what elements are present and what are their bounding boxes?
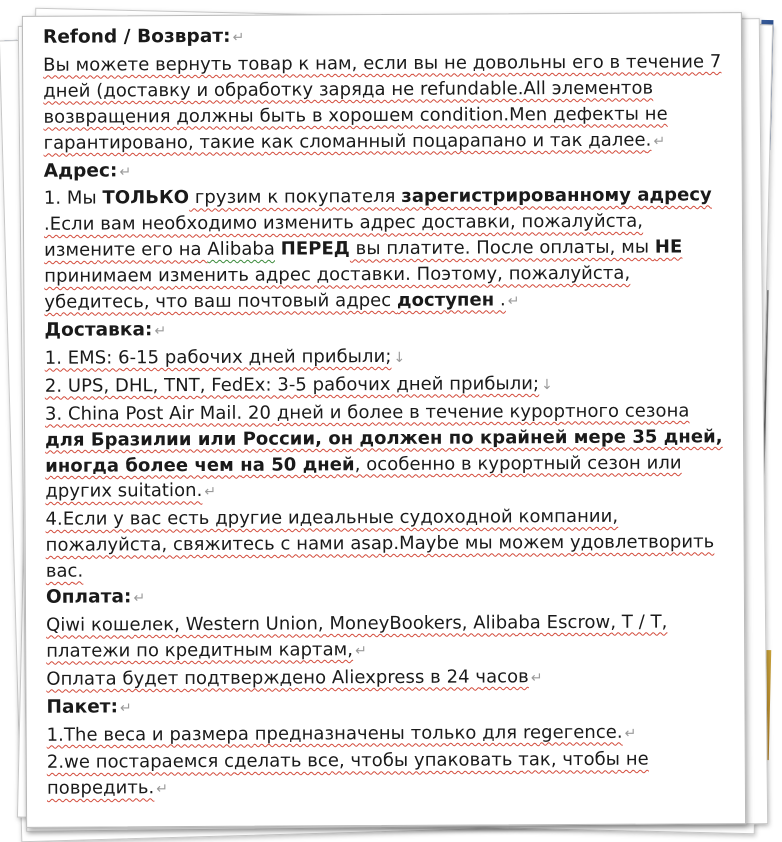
paragraph-mark: ↵ [156, 781, 169, 798]
section-heading-package: Пакет: ↵ [46, 696, 132, 718]
section-heading-address: Адрес: ↵ [43, 159, 132, 182]
paragraph-mark: ↵ [530, 669, 543, 686]
paragraph-mark: ↵ [119, 163, 132, 180]
document-body [43, 21, 727, 804]
section-heading-refund: Refond / Возврат: ↵ [42, 25, 245, 48]
section-heading-delivery: Доставка: ↵ [44, 319, 167, 341]
package-line-1: 1.The веса и размера предназначены только для regeгence. ↵ [46, 721, 637, 746]
delivery-line-1: 1. EMS: 6-15 рабочих дней прибыли; ↓ [44, 345, 406, 369]
paragraph-mark: ↵ [119, 699, 132, 717]
paragraph-mark: ↵ [653, 133, 666, 150]
line-break-mark: ↓ [541, 376, 553, 393]
paragraph-mark: ↵ [507, 293, 520, 310]
paragraph-mark: ↵ [624, 725, 637, 742]
document-page [22, 12, 746, 828]
paragraph-mark: ↵ [355, 642, 367, 659]
delivery-line-3: 3. China Post Air Mail. 20 дней и более в течение курортного сезона для Бразилии или России, он должен по крайней мере 35 дней, иногда более чем на 50 дней, особенно в курортный сезон или других suitation. ↵ [44, 400, 723, 503]
paragraph-mark: ↵ [232, 29, 245, 46]
paragraph-mark: ↵ [133, 590, 146, 607]
delivery-line-4: 4.Если у вас есть другие идеальные судоходной компании, пожалуйста, свяжитесь с нами asap.Maybe мы можем удовлетворить вас. [45, 506, 715, 582]
section-heading-payment: Оплата: ↵ [45, 586, 146, 608]
payment-line-1: Qiwi кошелек, Western Union, MoneyBookers, Alibaba Escrow, T / T, платежи по кредитным картам, ↵ [46, 611, 668, 662]
delivery-line-2: 2. UPS, DHL, TNT, FedEx: 3-5 рабочих дней прибыли; ↓ [44, 372, 553, 397]
paragraph-mark: ↵ [154, 323, 167, 340]
address-paragraph: 1. Мы ТОЛЬКО грузим к покупателя зарегистрированному адресу .Если вам необходимо изменить адрес доставки, пожалуйста, измените его на Alibaba ПЕРЕД вы платите. После оплаты, мы НЕ принимаем изменить адрес доставки. Поэтому, пожалуйста, убедитесь, что ваш почтовый адрес доступен . ↵ [43, 184, 712, 313]
line-break-mark: ↓ [393, 349, 406, 366]
payment-line-2: Оплата будет подтверждено Aliexpress в 24 часов ↵ [46, 665, 543, 690]
package-line-2: 2.we постараемся сделать все, чтобы упаковать так, чтобы не повредить. ↵ [46, 749, 649, 800]
paragraph-mark: ↵ [204, 484, 217, 501]
refund-paragraph: Вы можете вернуть товар к нам, если вы не довольны его в течение 7 дней (доставку и обработку заряда не refundable.All элементов возвращения должны быть в хорошем condition.Men дефекты не гарантировано, такие как сломанный поцарапано и так далее. ↵ [43, 51, 722, 154]
